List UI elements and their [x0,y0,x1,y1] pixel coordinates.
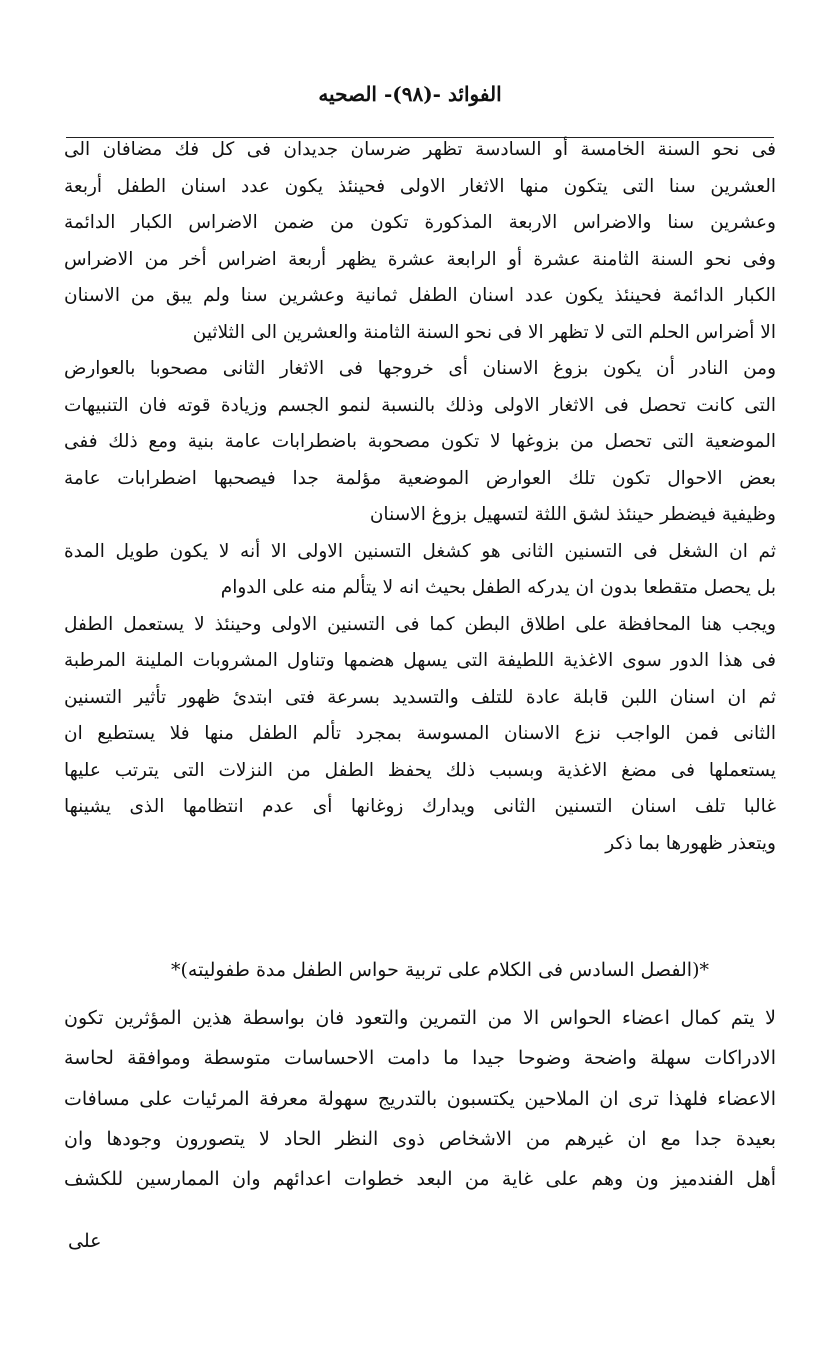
text-line: ثم ان الشغل فى التسنين الثانى هو كشغل التسنين الاولى الا أنه لا يكون طويل المدة [64,540,776,562]
text-line: فى نحو السنة الخامسة أو السادسة تظهر ضرسان جديدان فى كل فك مضافان الى [64,139,776,160]
section-heading: *(الفصل السادس فى الكلام على تربية حواس الطفل مدة طفوليته)* [171,959,709,981]
text-line: أهل الفندميز ون وهم على غاية من البعد خطوات اعدائهم وان الممارسين للكشف [64,1168,776,1191]
catchword: على [68,1230,102,1252]
text-line: وظيفية فيضطر حينئذ لشق اللثة لتسهيل بزوغ الاسنان [369,504,776,525]
text-line: يستعملها فى مضغ الاغذية وبسبب ذلك يحفظ الطفل من النزلات التى يترتب عليها [64,759,776,781]
text-line: غالبا تلف اسنان التسنين الثانى ويدارك زوغانها أى عدم انتظامها الذى يشينها [64,796,776,817]
text-line: بل يحصل متقطعا بدون ان يدركه الطفل بحيث انه لا يتألم منه على الدوام [220,577,776,598]
text-line: بعيدة جدا مع ان غيرهم من الاشخاص ذوى النظر الحاد لا يتصورون وجودها وان [64,1127,776,1150]
header-section-name: الصحيه [318,82,377,106]
text-line: الا أضراس الحلم التى لا تظهر الا فى نحو السنة الثامنة والعشرين الى الثلاثين [192,321,776,343]
text-line: وفى نحو السنة الثامنة عشرة أو الرابعة عشرة يظهر أربعة اضراس أخر من الاضراس [64,248,776,270]
text-line: الثانى فمن الواجب نزع الاسنان المسوسة بمجرد تألم الطفل منها فلا يستطيع ان [64,723,776,744]
text-line: ومن النادر أن يكون بزوغ الاسنان أى خروجها فى الاثغار الثانى مصحوبا بالعوارض [64,358,776,379]
text-line: الاعضاء فلهذا ترى ان الملاحين يكتسبون بالتدريج سهولة معرفة المرئيات على مسافات [64,1087,776,1110]
text-line: الموضعية التى تحصل من بزوغها لا تكون مصحوبة باضطرابات عامة بنية ومع ذلك ففى [64,431,776,452]
text-line: لا يتم كمال اعضاء الحواس الا من التمرين والتعود فان بواسطة هذين المؤثرين تكون [64,1007,776,1029]
text-line: العشرين سنا التى يتكون منها الاثغار الاولى فحينئذ يكون عدد اسنان الطفل أربعة [64,175,776,197]
text-line: الكبار الدائمة فحينئذ يكون عدد اسنان الطفل ثمانية وعشرين سنا ولم يبق من الاسنان [64,285,776,306]
text-line: التى كانت تحصل فى الاثغار الاولى وذلك بالنسبة لنمو الجسم وزيادة قوته فان التنبيهات [64,394,776,416]
body-text-section-1 [64,132,776,862]
text-line: فى هذا الدور سوى الاغذية اللطيفة التى يسهل هضمها وتناول المشروبات الملينة المرطبة [64,650,776,671]
header-book-title: الفوائد [447,82,502,106]
text-line: بعض الاحوال تكون تلك العوارض الموضعية مؤلمة جدا فيصحبها اضطرابات عامة [64,467,776,489]
header-page-number: -(٩٨)- [383,82,441,106]
text-line: ثم ان اسنان اللبن قابلة عادة للتلف والتسديد بسرعة فتى ابتدئ ظهور تأثير التسنين [64,686,776,708]
page-header [240,82,580,106]
body-text-section-2 [64,998,776,1199]
text-line: ويجب هنا المحافظة على اطلاق البطن كما فى التسنين الاولى وحينئذ لا يستعمل الطفل [64,613,776,635]
text-line: الادراكات سهلة واضحة وضوحا جيدا ما دامت الاحساسات متوسطة وموافقة لحاسة [64,1047,776,1070]
text-line: وعشرين سنا والاضراس الاربعة المذكورة تكون من ضمن الاضراس الكبار الدائمة [64,212,776,233]
text-line: ويتعذر ظهورها بما ذكر [605,832,776,854]
